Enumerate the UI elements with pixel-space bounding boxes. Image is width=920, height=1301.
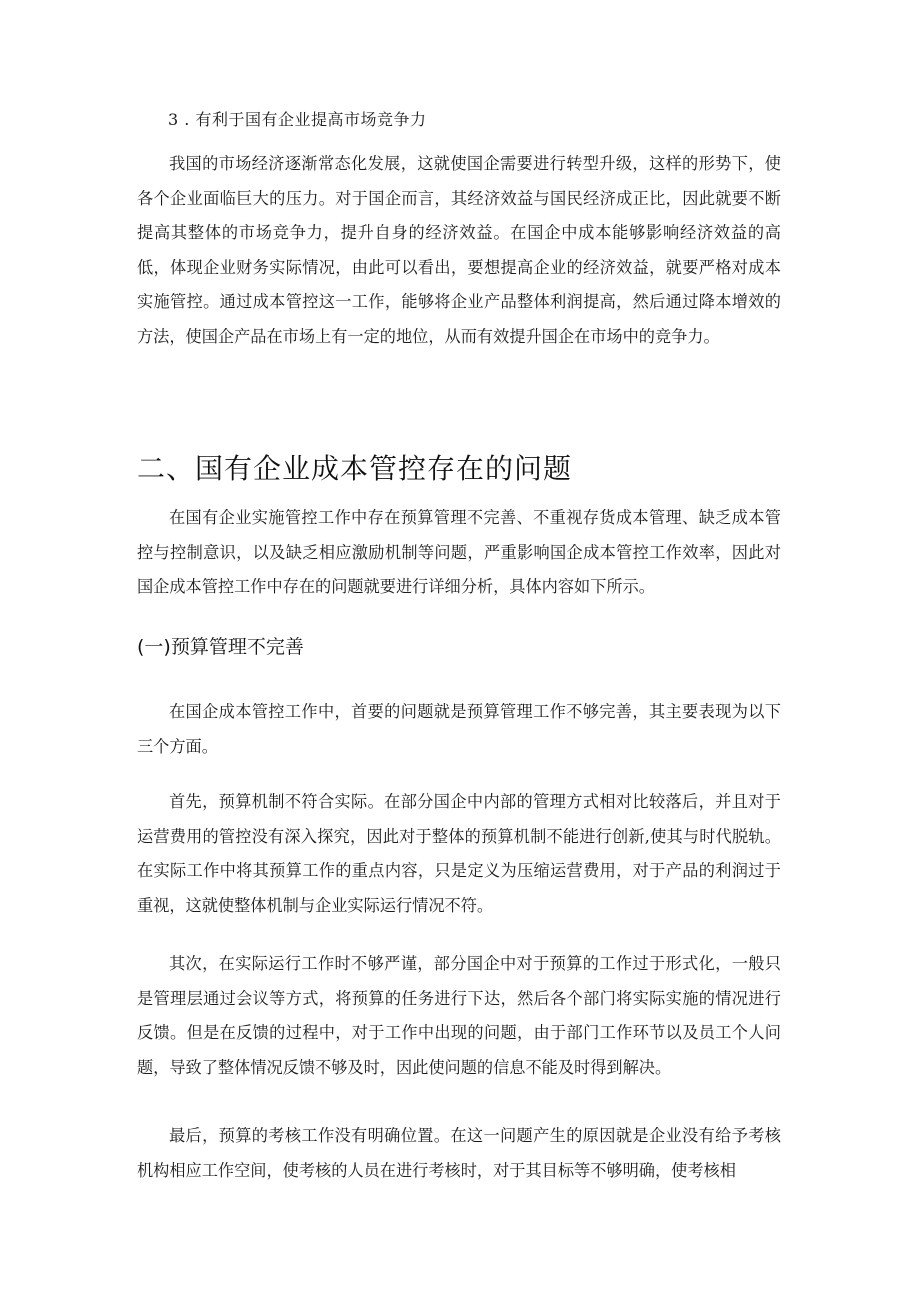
paragraph-third-point: 最后，预算的考核工作没有明确位置。在这一问题产生的原因就是企业没有给予考核机构相应工作空间，使考核的人员在进行考核时，对于其目标等不够明确，使考核相 [137,1126,781,1180]
sub-heading-3: 3 . 有利于国有企业提高市场竞争力 [168,110,427,129]
sub-section-title: (一)预算管理不完善 [137,636,304,658]
paragraph-market-competition: 我国的市场经济逐渐常态化发展，这就使国企需要进行转型升级，这样的形势下，使各个企业面临巨大的压力。对于国企而言，其经济效益与国民经济成正比，因此就要不断提高其整体的市场竞争力，提升自身的经济效益。在国企中成本能够影响经济效益的高低，体现企业财务实际情况，由此可以看出，要想提高企业的经济效益，就要严格对成本实施管控。通过成本管控这一工作，能够将企业产品整体利润提高，然后通过降本增效的方法，使国企产品在市场上有一定的地位，从而有效提升国企在市场中的竞争力。 [137,154,781,346]
paragraph-problems-intro: 在国有企业实施管控工作中存在预算管理不完善、不重视存货成本管理、缺乏成本管控与控制意识，以及缺乏相应激励机制等问题，严重影响国企成本管控工作效率，因此对国企成本管控工作中存在的问题就要进行详细分析，具体内容如下所示。 [137,508,781,597]
paragraph-second-point: 其次，在实际运行工作时不够严谨，部分国企中对于预算的工作过于形式化，一般只是管理层通过会议等方式，将预算的任务进行下达，然后各个部门将实际实施的情况进行反馈。但是在反馈的过程中，对于工作中出现的问题，由于部门工作环节以及员工个人问题，导致了整体情况反馈不够及时，因此使问题的信息不能及时得到解决。 [137,954,781,1077]
paragraph-first-point: 首先，预算机制不符合实际。在部分国企中内部的管理方式相对比较落后，并且对于运营费用的管控没有深入探究，因此对于整体的预算机制不能进行创新,使其与时代脱轨。在实际工作中将其预算工作的重点内容，只是定义为压缩运营费用，对于产品的利润过于重视，这就使整体机制与企业实际运行情况不符。 [137,792,781,915]
paragraph-budget-intro: 在国企成本管控工作中，首要的问题就是预算管理工作不够完善，其主要表现为以下三个方面。 [137,702,781,756]
section-title: 二、国有企业成本管控存在的问题 [137,451,573,485]
